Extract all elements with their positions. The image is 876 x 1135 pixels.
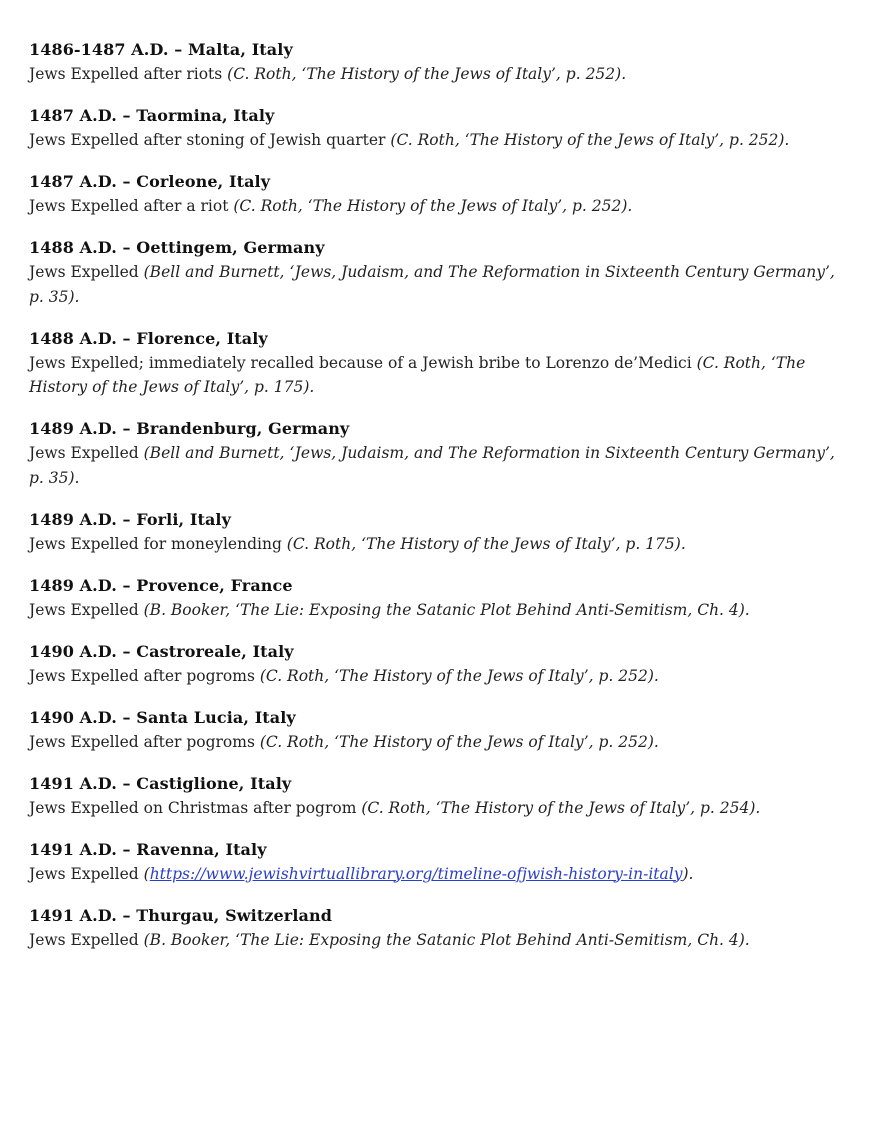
- entry-body: [29, 862, 849, 887]
- entry-text: Jews Expelled: [29, 864, 144, 883]
- entry-taormina: [29, 104, 849, 153]
- entry-citation: (Bell and Burnett, ‘Jews, Judaism, and The Reformation in Sixteenth Century Germany’, p. 35).: [29, 263, 835, 306]
- entry-body: [29, 928, 849, 953]
- link-close-paren: ).: [682, 864, 694, 883]
- entry-brandenburg: [29, 417, 849, 490]
- entry-citation: (B. Booker, ‘The Lie: Exposing the Satanic Plot Behind Anti-Semitism, Ch. 4).: [143, 930, 750, 949]
- entry-body: [29, 128, 849, 153]
- entry-text: Jews Expelled: [29, 263, 144, 281]
- document-page: [29, 38, 849, 970]
- entry-heading: 1487 A.D. – Taormina, Italy: [29, 106, 275, 125]
- entry-heading: 1491 A.D. – Ravenna, Italy: [29, 839, 267, 859]
- entry-castiglione: [29, 772, 849, 821]
- entry-santa-lucia: [29, 706, 849, 755]
- entry-text: Jews Expelled after pogroms: [29, 666, 260, 685]
- entry-text: Jews Expelled after pogroms: [29, 732, 260, 751]
- entry-citation: (C. Roth, ‘The History of the Jews of Italy’, p. 252).: [233, 197, 633, 215]
- entry-text: Jews Expelled after stoning of Jewish quarter: [29, 131, 391, 149]
- entry-heading: 1489 A.D. – Brandenburg, Germany: [29, 419, 350, 438]
- entry-body: [29, 730, 849, 755]
- entry-corleone: [29, 170, 849, 219]
- entry-body: [29, 441, 849, 490]
- entry-text: Jews Expelled after a riot: [29, 197, 234, 215]
- entry-heading: 1486-1487 A.D. – Malta, Italy: [29, 40, 293, 59]
- entry-castroreale: [29, 640, 849, 689]
- entry-citation: (C. Roth, ‘The History of the Jews of Italy’, p. 252).: [390, 131, 790, 149]
- entry-malta: [29, 38, 849, 87]
- entry-heading: 1490 A.D. – Castroreale, Italy: [29, 641, 294, 661]
- entry-heading: 1488 A.D. – Florence, Italy: [29, 328, 268, 348]
- entry-body: [29, 664, 849, 689]
- entry-body: [29, 796, 849, 821]
- source-link[interactable]: https://www.jewishvirtuallibrary.org/timeline-ofjwish-history-in-italy: [149, 864, 683, 883]
- entry-text: Jews Expelled on Christmas after pogrom: [29, 798, 362, 817]
- entry-citation: (C. Roth, ‘The History of the Jews of Italy’, p. 254).: [361, 798, 761, 817]
- entry-text: Jews Expelled: [29, 444, 144, 462]
- entry-ravenna: [29, 838, 849, 887]
- entry-text: Jews Expelled: [29, 930, 144, 949]
- entry-text: Jews Expelled after riots: [29, 65, 228, 83]
- entry-text: Jews Expelled; immediately recalled because of a Jewish bribe to Lorenzo de’Medici: [29, 353, 697, 372]
- entry-body: [29, 62, 849, 87]
- entry-citation: (C. Roth, ‘The History of the Jews of Italy’, p. 175).: [29, 353, 806, 396]
- entry-citation: (C. Roth, ‘The History of the Jews of Italy’, p. 252).: [227, 65, 627, 83]
- entry-heading: 1490 A.D. – Santa Lucia, Italy: [29, 707, 296, 727]
- entry-heading: 1488 A.D. – Oettingem, Germany: [29, 238, 325, 257]
- entry-body: [29, 351, 849, 400]
- entry-forli: [29, 508, 849, 557]
- entry-text: Jews Expelled: [29, 600, 144, 619]
- entry-citation: (Bell and Burnett, ‘Jews, Judaism, and The Reformation in Sixteenth Century Germany’, p. 35).: [29, 444, 835, 487]
- entry-heading: 1489 A.D. – Provence, France: [29, 575, 293, 595]
- entry-oettingem: [29, 236, 849, 309]
- entry-heading: 1491 A.D. – Thurgau, Switzerland: [29, 905, 332, 925]
- entry-body: [29, 194, 849, 219]
- entry-citation: (B. Booker, ‘The Lie: Exposing the Satanic Plot Behind Anti-Semitism, Ch. 4).: [143, 600, 750, 619]
- entry-body: [29, 598, 849, 623]
- entry-heading: 1491 A.D. – Castiglione, Italy: [29, 773, 292, 793]
- entry-heading: 1487 A.D. – Corleone, Italy: [29, 172, 271, 191]
- entry-citation: (C. Roth, ‘The History of the Jews of Italy’, p. 252).: [259, 732, 659, 751]
- entry-thurgau: [29, 904, 849, 953]
- entry-body: [29, 532, 849, 557]
- entry-provence: [29, 574, 849, 623]
- entry-citation: (C. Roth, ‘The History of the Jews of Italy’, p. 175).: [286, 534, 686, 553]
- entry-heading: 1489 A.D. – Forli, Italy: [29, 509, 232, 529]
- entry-citation: (C. Roth, ‘The History of the Jews of Italy’, p. 252).: [259, 666, 659, 685]
- entry-body: [29, 260, 849, 309]
- entry-florence: [29, 327, 849, 400]
- entry-text: Jews Expelled for moneylending: [29, 534, 287, 553]
- link-open-paren: (: [143, 864, 150, 883]
